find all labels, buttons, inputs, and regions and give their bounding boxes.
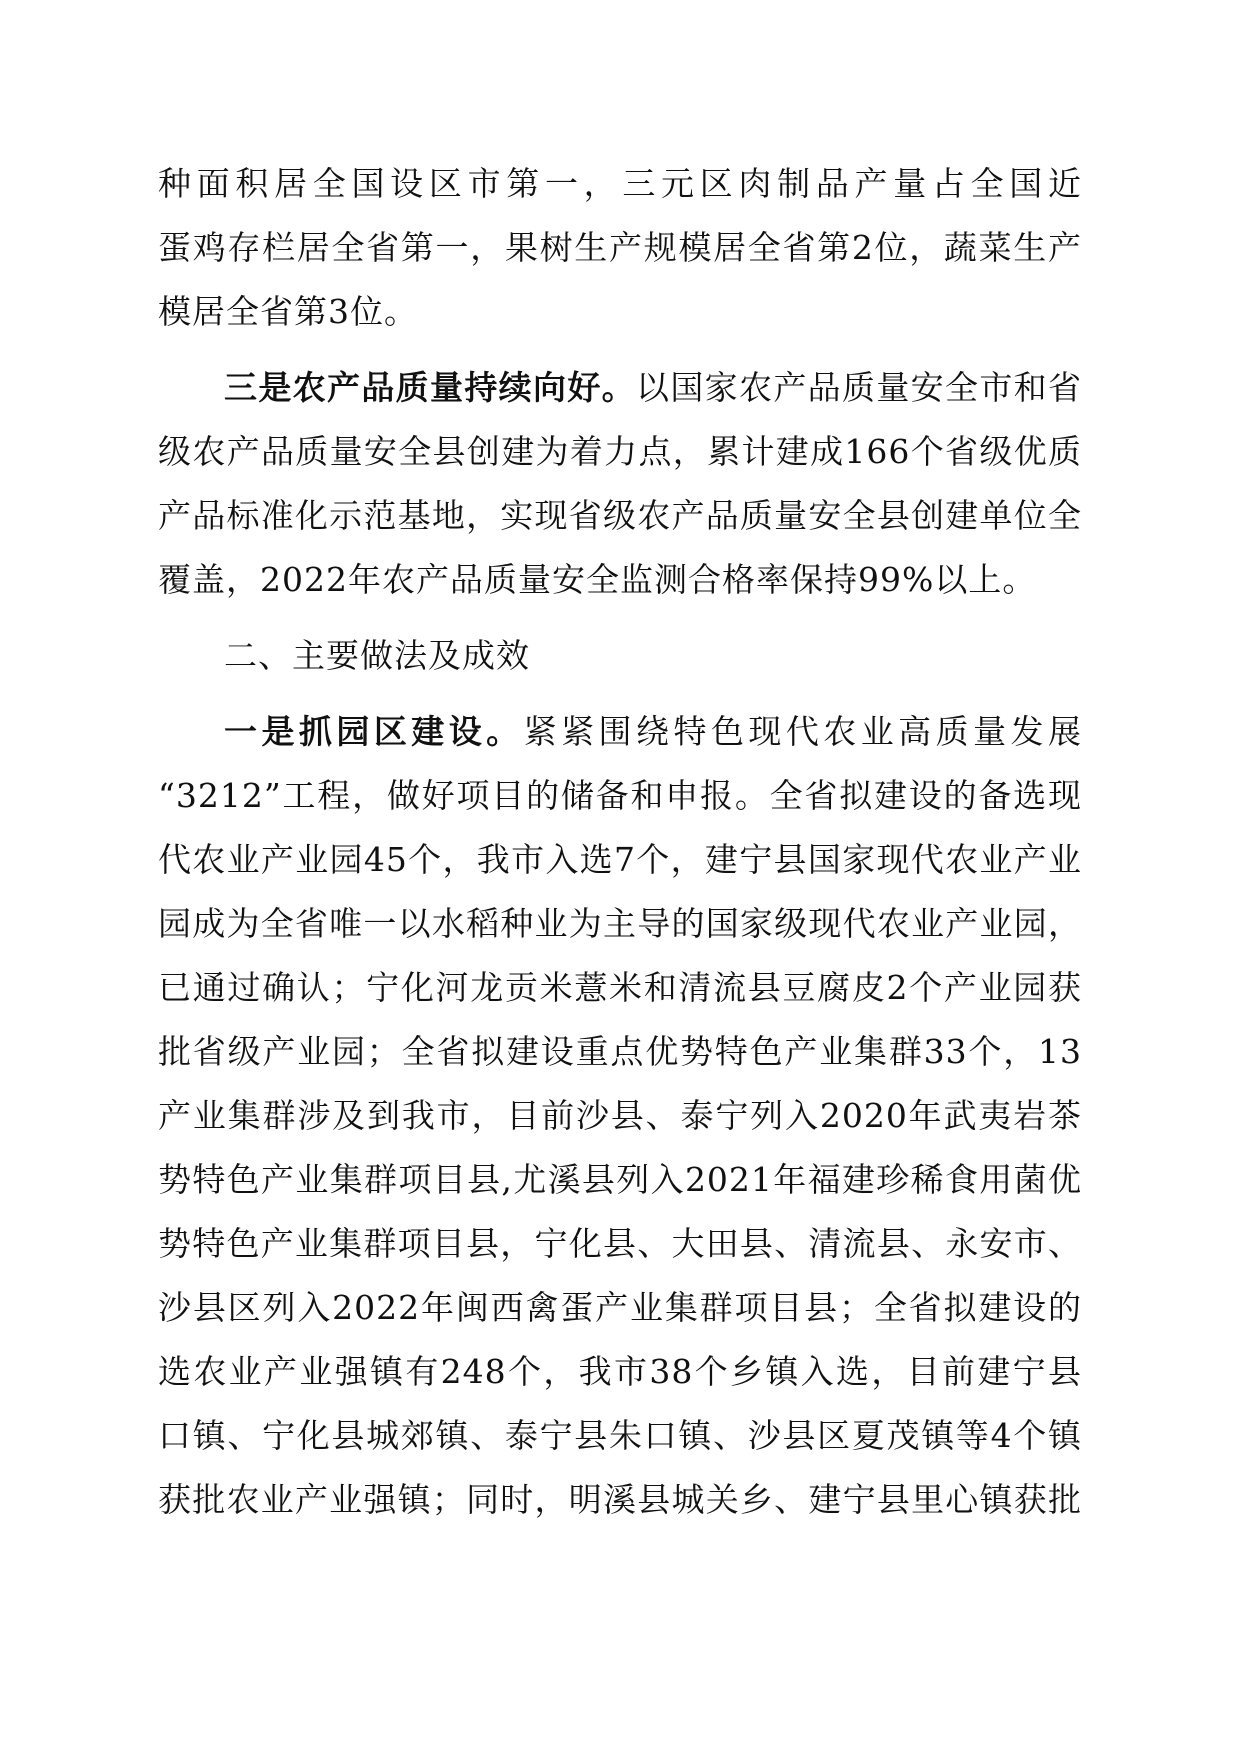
text-span: 以国家农产品质量安全市和省 [636, 368, 1082, 407]
text-line: 模居全省第3位。 [158, 292, 418, 331]
text-line: 产业集群涉及到我市，目前沙县、泰宁列入2020年武夷岩茶 [158, 1096, 1082, 1135]
text-line: 批省级产业园；全省拟建设重点优势特色产业集群33个，13 [158, 1032, 1082, 1071]
text-span: 紧紧围绕特色现代农业高质量发展 [523, 712, 1082, 751]
paragraph-quality [158, 356, 1082, 612]
paragraph-continuation [158, 152, 1082, 344]
text-line: 代农业产业园45个，我市入选7个，建宁县国家现代农业产业 [158, 840, 1082, 879]
paragraph-lead: 一是抓园区建设。 [224, 712, 524, 751]
text-line: “3212”工程，做好项目的储备和申报。全省拟建设的备选现 [158, 776, 1082, 815]
text-line: 蛋鸡存栏居全省第一，果树生产规模居全省第2位，蔬菜生产 [158, 228, 1082, 267]
text-line: 园成为全省唯一以水稻种业为主导的国家级现代农业产业园， [158, 904, 1082, 943]
paragraph-lead: 三是农产品质量持续向好。 [224, 368, 636, 407]
text-line [158, 356, 1082, 420]
paragraph-park-construction [158, 700, 1082, 1532]
section-heading: 二、主要做法及成效 [224, 636, 530, 675]
text-line: 沙县区列入2022年闽西禽蛋产业集群项目县；全省拟建设的 [158, 1288, 1082, 1327]
document-body [158, 152, 1082, 1532]
text-line: 产品标准化示范基地，实现省级农产品质量安全县创建单位全 [158, 496, 1082, 535]
text-line: 势特色产业集群项目县,尤溪县列入2021年福建珍稀食用菌优 [158, 1160, 1082, 1199]
text-line: 覆盖，2022年农产品质量安全监测合格率保持99%以上。 [158, 560, 1037, 599]
text-line: 选农业产业强镇有248个，我市38个乡镇入选，目前建宁县 [158, 1352, 1082, 1391]
text-line [158, 700, 1082, 764]
text-line: 获批农业产业强镇；同时，明溪县城关乡、建宁县里心镇获批 [158, 1480, 1082, 1519]
text-line: 级农产品质量安全县创建为着力点，累计建成166个省级优质 [158, 432, 1082, 471]
text-line: 口镇、宁化县城郊镇、泰宁县朱口镇、沙县区夏茂镇等4个镇 [158, 1416, 1082, 1455]
text-line: 势特色产业集群项目县，宁化县、大田县、清流县、永安市、 [158, 1224, 1082, 1263]
text-line: 已通过确认；宁化河龙贡米薏米和清流县豆腐皮2个产业园获 [158, 968, 1082, 1007]
text-line: 种面积居全国设区市第一，三元区肉制品产量占全国近 [158, 164, 1082, 203]
